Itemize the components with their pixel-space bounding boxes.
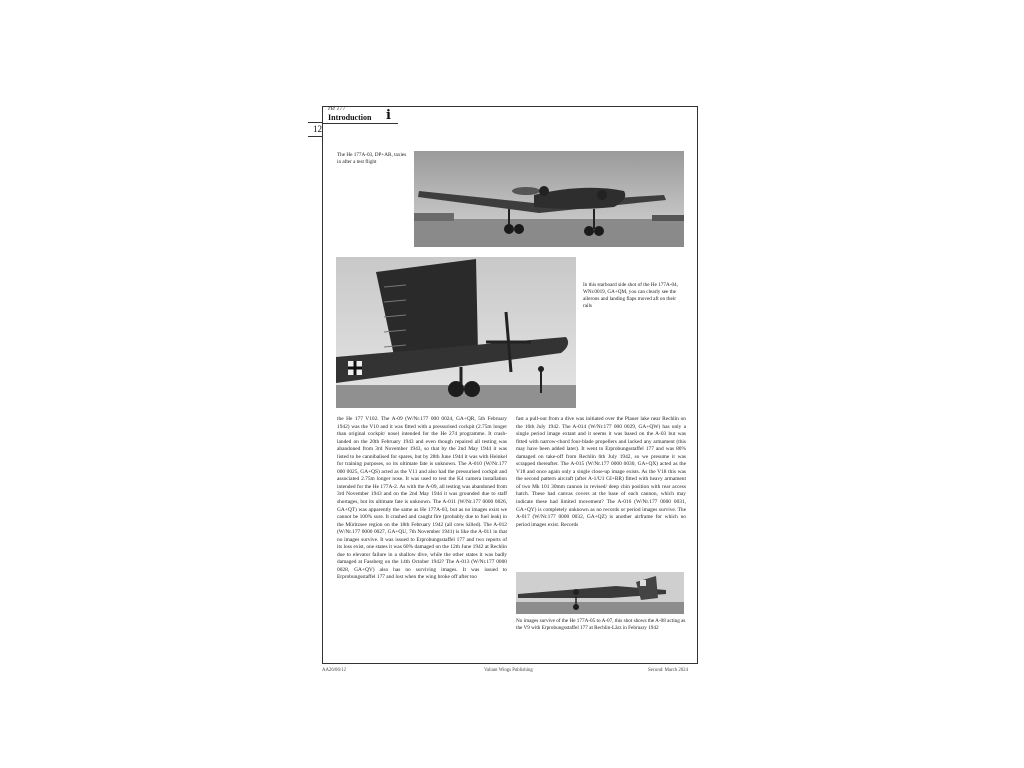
footer-right: Second: March 2024 [648,668,688,673]
page-number: 12 [313,124,322,134]
photo-taxiing-aircraft [414,151,684,247]
body-text-left-column: the He 177 V102. The A-09 (W/Nr.177 000 0024, GA+QR, 5th February 1942) was the V10 and it was fitted with a pressurised cockpit (2.75m longer than original cockpit/ nose) intended for the He 274 programme. It crash-landed on the 20th February 1943 and even though repaired all testing was abandoned from 3rd November 1943, so that by the 2nd May 1944 it was listed to be cannibalised for spares, but by 28th June 1944 it was with Heinkel for training purposes, so its ultimate fate is unknown. The A-010 (W/Nr.177 000 0025, GA+QS) acted as the V11 and also had the pressurised cockpit and associated 2.75m longer nose. It was used to test the K4 camera installation intended for the He 177A-2. As with the A-09, all testing was abandoned from 3rd November 1943 and on the 2nd May 1944 it was grounded due to staff shortages, but its ultimate fate is unknown. The A-011 (W/Nr.177 0000 0026, GA+QT) was apparently the same as He 177A-03, but as no images exist we cannot be 100% sure. It crashed and caught fire (probably due to fuel leak) in the Müritzsee region on the 18th February 1942 (all crew killed). The A-012 (W/Nr.177 0000 0027, GA+QU, 7th November 1941) is like the A-011 in that no images survive. It was issued to Erprobungsstaffel 177 and two reports of its loss exist, one states it was 60% damaged on the 12th June 1942 at Rechlin due to elevator failure in a shallow dive, while the other states it was badly damaged at Fassberg on the 14th October 1942? The A-013 (W/Nr.177 0000 0028, GA+QV) also has no surviving images. It was issued to Erprobungsstaffel 177 and lost when the wing broke off after too [337,416,507,581]
photo-caption-3: No images survive of the He 177A-05 to A-07, this shot shows the A-08 acting as the V9 with Erprobungsstaffel 177 at Rechlin-Lärz in February 1942 [516,618,686,631]
header-model: He 177 [328,106,346,112]
footer-left: AA26/06/12 [322,668,346,673]
photo-caption-2: In this starboard side shot of the He 177A-04, WNr.0019, GA+QM, you can clearly see the ailerons and landing flaps moved aft on their rails [583,282,678,309]
body-text-right-column: fast a pull-out from a dive was initiated over the Plauer lake near Rechlin on the 16th July 1942. The A-014 (W/Nr.177 000 0029, GA+QW) has only a single period image extant and it seems it was based on the A-03 but was fitted with narrow-chord four-blade propellers and lacked any armament (this may have been added later). It went to Erprobungsstaffel 177 and was 80% damaged on take-off from Rechlin 6th July 1942, so we presume it was scrapped thereafter. The A-015 (W/Nr.177 0000 0030, GA+QX) acted as the V18 and once again only a single close-up image exists. As the V18 this was the second pattern aircraft (after A-1/U1 GI+BR) fitted with heavy armament of two Mk 101 30mm cannon in revised/ deep chin position with rear access hatch. These had canvas covers at the base of each cannon, which may indicate these had limited movement? The A-016 (W/Nr.177 0000 0031, GA+QY) is completely unknown as no records or period images survive. The A-017 (W/Nr.177 0000 0032, GA+QZ) is another airframe for which no period images exist. Records [516,416,686,528]
photo-caption-1: The He 177A-03, DP+AR, taxies in after a test flight [337,152,407,165]
info-icon: i [386,108,391,123]
photo-a08-aircraft [516,572,684,614]
page-title: Introduction [328,113,372,122]
photo-starboard-side [336,257,576,408]
header-rule [322,123,398,124]
footer-center: Valiant Wings Publishing [484,668,533,673]
